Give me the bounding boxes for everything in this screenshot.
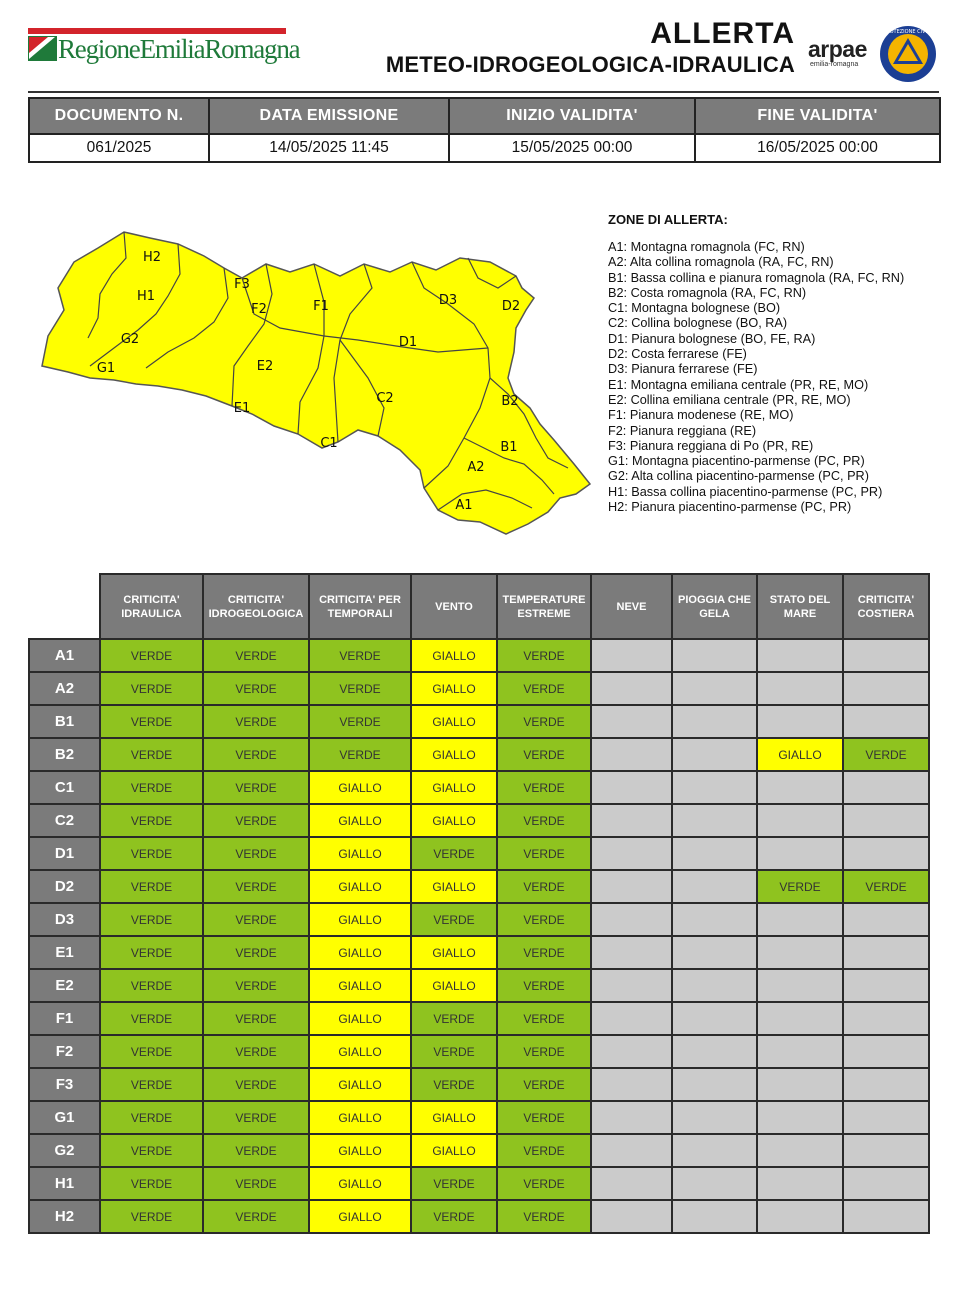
alert-level-cell bbox=[757, 639, 843, 672]
alert-level-cell: VERDE bbox=[203, 870, 309, 903]
table-row bbox=[29, 1101, 929, 1134]
map-label-a2: A2 bbox=[467, 460, 485, 475]
column-header: CRITICITA' IDROGEOLOGICA bbox=[203, 574, 309, 639]
alert-level-cell: GIALLO bbox=[309, 804, 411, 837]
alert-level-cell: GIALLO bbox=[411, 672, 497, 705]
alert-level-cell bbox=[591, 738, 672, 771]
alert-level-cell: GIALLO bbox=[411, 738, 497, 771]
alert-level-cell: VERDE bbox=[843, 870, 929, 903]
alert-level-cell: VERDE bbox=[497, 1035, 591, 1068]
alert-level-cell: GIALLO bbox=[309, 771, 411, 804]
table-row bbox=[29, 804, 929, 837]
alert-level-cell: VERDE bbox=[411, 1035, 497, 1068]
map-label-c2: C2 bbox=[376, 391, 394, 406]
alert-level-cell bbox=[843, 903, 929, 936]
alert-level-cell: VERDE bbox=[100, 936, 203, 969]
risk-table bbox=[28, 573, 930, 1234]
alert-level-cell: VERDE bbox=[100, 837, 203, 870]
alert-level-cell bbox=[672, 639, 757, 672]
alert-level-cell: VERDE bbox=[497, 705, 591, 738]
table-row bbox=[29, 672, 929, 705]
column-header: CRITICITA' PER TEMPORALI bbox=[309, 574, 411, 639]
legend-item: A2: Alta collina romagnola (RA, FC, RN) bbox=[608, 255, 834, 270]
alert-level-cell bbox=[843, 1035, 929, 1068]
alert-level-cell: VERDE bbox=[497, 1068, 591, 1101]
document-number-label: DOCUMENTO N. bbox=[29, 98, 209, 134]
zone-cell: G1 bbox=[29, 1101, 100, 1134]
alert-level-cell bbox=[591, 1002, 672, 1035]
alert-level-cell: VERDE bbox=[309, 705, 411, 738]
alert-level-cell bbox=[757, 837, 843, 870]
alert-level-cell bbox=[591, 870, 672, 903]
alert-level-cell: GIALLO bbox=[411, 639, 497, 672]
alert-level-cell: VERDE bbox=[497, 870, 591, 903]
zone-cell: A2 bbox=[29, 672, 100, 705]
zone-cell: C2 bbox=[29, 804, 100, 837]
zone-legend bbox=[608, 212, 958, 515]
alert-level-cell bbox=[757, 1002, 843, 1035]
arpae-logo-text: arpae bbox=[808, 36, 867, 62]
alert-level-cell bbox=[672, 837, 757, 870]
alert-level-cell: GIALLO bbox=[309, 1167, 411, 1200]
alert-level-cell bbox=[672, 1200, 757, 1233]
alert-level-cell: VERDE bbox=[497, 1002, 591, 1035]
alert-level-cell bbox=[672, 870, 757, 903]
alert-level-cell: VERDE bbox=[203, 1035, 309, 1068]
alert-level-cell bbox=[672, 1101, 757, 1134]
alert-level-cell: VERDE bbox=[100, 1035, 203, 1068]
alert-level-cell bbox=[757, 705, 843, 738]
legend-item: D3: Pianura ferrarese (FE) bbox=[608, 362, 758, 377]
alert-level-cell bbox=[672, 705, 757, 738]
zone-cell: F3 bbox=[29, 1068, 100, 1101]
alert-level-cell bbox=[591, 1134, 672, 1167]
table-row bbox=[29, 1134, 929, 1167]
alert-level-cell: VERDE bbox=[497, 771, 591, 804]
header-corner bbox=[29, 574, 100, 639]
alert-level-cell bbox=[591, 1200, 672, 1233]
alert-level-cell: VERDE bbox=[100, 1002, 203, 1035]
legend-item: E2: Collina emiliana centrale (PR, RE, MO) bbox=[608, 392, 851, 407]
table-row bbox=[29, 936, 929, 969]
alert-level-cell: VERDE bbox=[100, 738, 203, 771]
alert-level-cell: VERDE bbox=[497, 804, 591, 837]
alert-level-cell: VERDE bbox=[100, 1068, 203, 1101]
regione-logo-text: RegioneEmiliaRomagna bbox=[58, 34, 300, 64]
table-row bbox=[29, 837, 929, 870]
alert-level-cell: GIALLO bbox=[309, 1200, 411, 1233]
alert-level-cell: GIALLO bbox=[309, 1134, 411, 1167]
alert-level-cell bbox=[672, 1068, 757, 1101]
table-row bbox=[29, 738, 929, 771]
map-label-b2: B2 bbox=[501, 394, 519, 409]
alert-level-cell bbox=[591, 1167, 672, 1200]
legend-item: C2: Collina bolognese (BO, RA) bbox=[608, 316, 788, 331]
alert-level-cell: VERDE bbox=[203, 705, 309, 738]
alert-level-cell: VERDE bbox=[309, 639, 411, 672]
alert-level-cell: VERDE bbox=[497, 837, 591, 870]
alert-level-cell bbox=[843, 1134, 929, 1167]
alert-level-cell bbox=[843, 936, 929, 969]
map-label-b1: B1 bbox=[500, 440, 518, 455]
alert-level-cell bbox=[843, 705, 929, 738]
map-label-e2: E2 bbox=[256, 359, 274, 374]
alert-level-cell bbox=[672, 936, 757, 969]
alert-level-cell bbox=[591, 639, 672, 672]
zone-cell: D2 bbox=[29, 870, 100, 903]
risk-table-body bbox=[29, 639, 929, 1233]
zone-cell: B2 bbox=[29, 738, 100, 771]
arpae-logo-subtext: emilia-romagna bbox=[810, 61, 859, 68]
alert-level-cell: VERDE bbox=[203, 1200, 309, 1233]
alert-level-cell: VERDE bbox=[497, 1200, 591, 1233]
alert-level-cell: VERDE bbox=[203, 738, 309, 771]
zone-cell: A1 bbox=[29, 639, 100, 672]
alert-level-cell: VERDE bbox=[203, 903, 309, 936]
alert-level-cell bbox=[843, 1167, 929, 1200]
issue-date-label: DATA EMISSIONE bbox=[209, 98, 449, 134]
alert-level-cell bbox=[672, 969, 757, 1002]
map-label-c1: C1 bbox=[320, 436, 338, 451]
document-info-value-row bbox=[29, 134, 940, 162]
alert-zones-map bbox=[28, 218, 594, 536]
map-label-d1: D1 bbox=[398, 335, 418, 350]
alert-level-cell: VERDE bbox=[203, 969, 309, 1002]
table-row bbox=[29, 771, 929, 804]
regione-emilia-romagna-logo bbox=[28, 28, 300, 74]
alert-level-cell: GIALLO bbox=[309, 1035, 411, 1068]
alert-level-cell: VERDE bbox=[100, 1200, 203, 1233]
alert-level-cell bbox=[843, 1200, 929, 1233]
alert-level-cell: VERDE bbox=[497, 1134, 591, 1167]
alert-level-cell bbox=[757, 1101, 843, 1134]
column-header: CRITICITA' IDRAULICA bbox=[100, 574, 203, 639]
alert-level-cell bbox=[757, 1134, 843, 1167]
alert-level-cell: GIALLO bbox=[309, 969, 411, 1002]
alert-level-cell bbox=[843, 837, 929, 870]
page-subtitle: METEO-IDROGEOLOGICA-IDRAULICA bbox=[385, 52, 795, 77]
validity-start-label: INIZIO VALIDITA' bbox=[449, 98, 695, 134]
alert-level-cell: VERDE bbox=[497, 738, 591, 771]
table-row bbox=[29, 903, 929, 936]
alert-level-cell: VERDE bbox=[411, 903, 497, 936]
zone-cell: D3 bbox=[29, 903, 100, 936]
table-row bbox=[29, 639, 929, 672]
alert-level-cell: VERDE bbox=[757, 870, 843, 903]
alert-level-cell bbox=[843, 1101, 929, 1134]
alert-level-cell: GIALLO bbox=[757, 738, 843, 771]
alert-level-cell bbox=[843, 1068, 929, 1101]
alert-level-cell bbox=[591, 1035, 672, 1068]
alert-level-cell: GIALLO bbox=[411, 870, 497, 903]
alert-level-cell: VERDE bbox=[203, 1002, 309, 1035]
table-row bbox=[29, 1167, 929, 1200]
table-row bbox=[29, 870, 929, 903]
map-label-h2: H2 bbox=[142, 250, 162, 265]
issue-date: 14/05/2025 11:45 bbox=[209, 134, 449, 162]
alert-level-cell: VERDE bbox=[100, 870, 203, 903]
table-row bbox=[29, 969, 929, 1002]
alert-level-cell: VERDE bbox=[203, 672, 309, 705]
alert-level-cell: GIALLO bbox=[309, 870, 411, 903]
alert-level-cell bbox=[757, 672, 843, 705]
legend-list bbox=[608, 240, 958, 515]
alert-level-cell: VERDE bbox=[100, 705, 203, 738]
table-row bbox=[29, 1035, 929, 1068]
alert-level-cell: VERDE bbox=[203, 1101, 309, 1134]
alert-level-cell: VERDE bbox=[100, 672, 203, 705]
alert-level-cell: GIALLO bbox=[411, 705, 497, 738]
alert-level-cell bbox=[591, 705, 672, 738]
map-label-g1: G1 bbox=[96, 361, 116, 376]
alert-level-cell: VERDE bbox=[411, 1200, 497, 1233]
alert-level-cell: GIALLO bbox=[411, 936, 497, 969]
alert-level-cell: VERDE bbox=[100, 804, 203, 837]
document-number: 061/2025 bbox=[29, 134, 209, 162]
legend-item: F3: Pianura reggiana di Po (PR, RE) bbox=[608, 438, 814, 453]
zone-cell: H1 bbox=[29, 1167, 100, 1200]
alert-level-cell: GIALLO bbox=[411, 771, 497, 804]
alert-level-cell bbox=[757, 1035, 843, 1068]
alert-level-cell bbox=[591, 837, 672, 870]
alert-level-cell: VERDE bbox=[411, 1002, 497, 1035]
alert-level-cell bbox=[843, 804, 929, 837]
zone-cell: E1 bbox=[29, 936, 100, 969]
alert-level-cell bbox=[757, 804, 843, 837]
alert-level-cell bbox=[757, 771, 843, 804]
alert-level-cell bbox=[591, 672, 672, 705]
legend-item: F2: Pianura reggiana (RE) bbox=[608, 423, 757, 438]
alert-level-cell: VERDE bbox=[203, 771, 309, 804]
column-header: PIOGGIA CHE GELA bbox=[672, 574, 757, 639]
alert-level-cell: VERDE bbox=[203, 1068, 309, 1101]
alert-level-cell: GIALLO bbox=[411, 1134, 497, 1167]
table-row bbox=[29, 1068, 929, 1101]
zone-cell: G2 bbox=[29, 1134, 100, 1167]
alert-level-cell bbox=[757, 1068, 843, 1101]
alert-level-cell: VERDE bbox=[497, 936, 591, 969]
alert-level-cell bbox=[843, 969, 929, 1002]
alert-level-cell bbox=[672, 1167, 757, 1200]
document-info-table bbox=[28, 97, 941, 163]
header-divider bbox=[28, 91, 939, 93]
alert-level-cell: VERDE bbox=[497, 969, 591, 1002]
alert-level-cell bbox=[591, 969, 672, 1002]
alert-level-cell: GIALLO bbox=[411, 969, 497, 1002]
legend-title: ZONE DI ALLERTA: bbox=[608, 212, 728, 227]
alert-level-cell: VERDE bbox=[411, 837, 497, 870]
zone-cell: D1 bbox=[29, 837, 100, 870]
alert-level-cell: VERDE bbox=[309, 672, 411, 705]
alert-level-cell: GIALLO bbox=[411, 804, 497, 837]
zone-cell: H2 bbox=[29, 1200, 100, 1233]
legend-item: G2: Alta collina piacentino-parmense (PC, PR) bbox=[608, 469, 869, 484]
legend-item: H1: Bassa collina piacentino-parmense (PC, PR) bbox=[608, 484, 883, 499]
column-header: NEVE bbox=[591, 574, 672, 639]
legend-item: C1: Montagna bolognese (BO) bbox=[608, 301, 781, 316]
zone-cell: E2 bbox=[29, 969, 100, 1002]
alert-level-cell bbox=[757, 936, 843, 969]
validity-end: 16/05/2025 00:00 bbox=[695, 134, 940, 162]
alert-level-cell: VERDE bbox=[100, 1101, 203, 1134]
alert-level-cell: GIALLO bbox=[309, 903, 411, 936]
alert-level-cell: VERDE bbox=[203, 804, 309, 837]
column-header: TEMPERATURE ESTREME bbox=[497, 574, 591, 639]
alert-level-cell: VERDE bbox=[497, 903, 591, 936]
alert-level-cell: VERDE bbox=[100, 639, 203, 672]
alert-level-cell: VERDE bbox=[309, 738, 411, 771]
risk-table-header-row bbox=[29, 574, 929, 639]
alert-level-cell bbox=[672, 1035, 757, 1068]
alert-level-cell bbox=[672, 804, 757, 837]
document-info-header-row bbox=[29, 98, 940, 134]
alert-level-cell bbox=[843, 639, 929, 672]
table-row bbox=[29, 1002, 929, 1035]
alert-level-cell: VERDE bbox=[497, 639, 591, 672]
alert-level-cell: VERDE bbox=[203, 639, 309, 672]
alert-level-cell bbox=[757, 903, 843, 936]
alert-level-cell: VERDE bbox=[497, 672, 591, 705]
alert-level-cell: VERDE bbox=[100, 771, 203, 804]
map-label-g2: G2 bbox=[120, 332, 140, 347]
alert-level-cell bbox=[672, 903, 757, 936]
alert-level-cell: VERDE bbox=[203, 936, 309, 969]
alert-level-cell bbox=[672, 672, 757, 705]
map-label-d2: D2 bbox=[501, 299, 521, 314]
page-title: ALLERTA bbox=[650, 17, 795, 50]
map-label-a1: A1 bbox=[455, 498, 473, 513]
alert-level-cell bbox=[591, 771, 672, 804]
alert-level-cell: GIALLO bbox=[411, 1101, 497, 1134]
alert-level-cell: GIALLO bbox=[309, 1101, 411, 1134]
alert-level-cell: VERDE bbox=[203, 837, 309, 870]
alert-level-cell: VERDE bbox=[203, 1134, 309, 1167]
alert-level-cell bbox=[843, 1002, 929, 1035]
alert-level-cell: VERDE bbox=[843, 738, 929, 771]
legend-item: F1: Pianura modenese (RE, MO) bbox=[608, 408, 794, 423]
arpae-logo bbox=[808, 36, 872, 72]
legend-item: G1: Montagna piacentino-parmense (PC, PR) bbox=[608, 454, 865, 469]
alert-level-cell: VERDE bbox=[100, 1134, 203, 1167]
legend-item: B1: Bassa collina e pianura romagnola (RA, FC, RN) bbox=[608, 270, 905, 285]
map-label-e1: E1 bbox=[233, 401, 251, 416]
alert-level-cell: VERDE bbox=[411, 1068, 497, 1101]
alert-level-cell bbox=[672, 1134, 757, 1167]
alert-level-cell bbox=[672, 738, 757, 771]
protezione-civile-logo-icon bbox=[878, 24, 938, 84]
validity-end-label: FINE VALIDITA' bbox=[695, 98, 940, 134]
alert-level-cell: VERDE bbox=[100, 903, 203, 936]
table-row bbox=[29, 705, 929, 738]
alert-level-cell bbox=[591, 936, 672, 969]
legend-item: D2: Costa ferrarese (FE) bbox=[608, 347, 747, 362]
zone-cell: B1 bbox=[29, 705, 100, 738]
alert-level-cell bbox=[591, 1101, 672, 1134]
legend-item: E1: Montagna emiliana centrale (PR, RE, MO) bbox=[608, 377, 869, 392]
map-label-f3: F3 bbox=[234, 277, 250, 292]
alert-level-cell bbox=[591, 903, 672, 936]
legend-item: H2: Pianura piacentino-parmense (PC, PR) bbox=[608, 500, 852, 515]
zone-cell: F2 bbox=[29, 1035, 100, 1068]
alert-level-cell: VERDE bbox=[497, 1101, 591, 1134]
alert-level-cell: VERDE bbox=[100, 1167, 203, 1200]
column-header: VENTO bbox=[411, 574, 497, 639]
alert-level-cell bbox=[757, 969, 843, 1002]
map-label-f2: F2 bbox=[251, 302, 267, 317]
table-row bbox=[29, 1200, 929, 1233]
map-label-f1: F1 bbox=[313, 299, 329, 314]
alert-level-cell bbox=[757, 1200, 843, 1233]
alert-level-cell bbox=[843, 771, 929, 804]
legend-item: A1: Montagna romagnola (FC, RN) bbox=[608, 240, 805, 254]
legend-item: B2: Costa romagnola (RA, FC, RN) bbox=[608, 285, 807, 300]
alert-level-cell: GIALLO bbox=[309, 1002, 411, 1035]
map-label-d3: D3 bbox=[438, 293, 458, 308]
zone-cell: F1 bbox=[29, 1002, 100, 1035]
alert-level-cell: GIALLO bbox=[309, 936, 411, 969]
validity-start: 15/05/2025 00:00 bbox=[449, 134, 695, 162]
svg-text:PROTEZIONE CIVILE: PROTEZIONE CIVILE bbox=[883, 29, 933, 35]
alert-level-cell bbox=[672, 771, 757, 804]
alert-level-cell bbox=[591, 804, 672, 837]
alert-level-cell: VERDE bbox=[203, 1167, 309, 1200]
map-label-h1: H1 bbox=[136, 289, 156, 304]
alert-level-cell: VERDE bbox=[497, 1167, 591, 1200]
column-header: STATO DEL MARE bbox=[757, 574, 843, 639]
legend-item: D1: Pianura bolognese (BO, FE, RA) bbox=[608, 331, 816, 346]
alert-level-cell bbox=[672, 1002, 757, 1035]
alert-level-cell bbox=[757, 1167, 843, 1200]
alert-level-cell: GIALLO bbox=[309, 1068, 411, 1101]
column-header: CRITICITA' COSTIERA bbox=[843, 574, 929, 639]
regione-flag-icon bbox=[28, 36, 58, 62]
alert-level-cell bbox=[843, 672, 929, 705]
alert-level-cell: VERDE bbox=[100, 969, 203, 1002]
alert-level-cell bbox=[591, 1068, 672, 1101]
alert-level-cell: VERDE bbox=[411, 1167, 497, 1200]
alert-level-cell: GIALLO bbox=[309, 837, 411, 870]
zone-cell: C1 bbox=[29, 771, 100, 804]
region-outline bbox=[42, 232, 590, 534]
